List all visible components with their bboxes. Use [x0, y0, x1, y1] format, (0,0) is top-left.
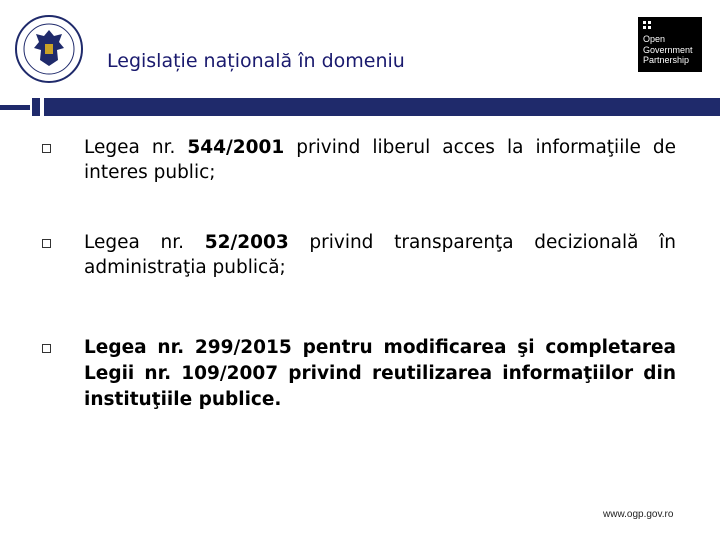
divider-thin-segment: [0, 105, 30, 110]
bullet-prefix: Legea nr.: [84, 232, 205, 253]
divider-square-segment: [32, 98, 40, 116]
header-divider-bar: [0, 98, 720, 116]
ogp-line-3: Partnership: [643, 55, 690, 65]
bullet-suffix: privind transparenţa decizională în administraţia publică;: [84, 232, 676, 278]
square-bullet-icon: [42, 239, 51, 248]
square-bullet-icon: [42, 344, 51, 353]
ogp-logo: [638, 17, 702, 72]
law-number: 52/2003: [204, 232, 289, 253]
divider-wide-segment: [44, 98, 720, 116]
bullet-text: [84, 135, 676, 185]
ogp-line-2: Government: [643, 44, 693, 55]
ogp-line-1: Open: [643, 34, 666, 44]
square-bullet-icon: [42, 144, 51, 153]
bullet-text: Legea nr. 299/2015 pentru modificarea şi completarea Legii nr. 109/2007 privind reutilizarea informaţiilor din instituţiile publice.: [84, 337, 676, 410]
ogp-grid-icon: [643, 21, 651, 29]
footer-url[interactable]: www.ogp.gov.ro: [603, 509, 674, 520]
government-logo: [14, 14, 84, 84]
bullet-prefix: Legea nr.: [84, 137, 188, 158]
law-number: 544/2001: [187, 137, 285, 158]
bullet-text: [84, 230, 676, 280]
bullet-suffix: privind liberul acces la informaţiile de interes public;: [84, 137, 676, 183]
page-title: Legislație națională în domeniu: [107, 50, 405, 72]
